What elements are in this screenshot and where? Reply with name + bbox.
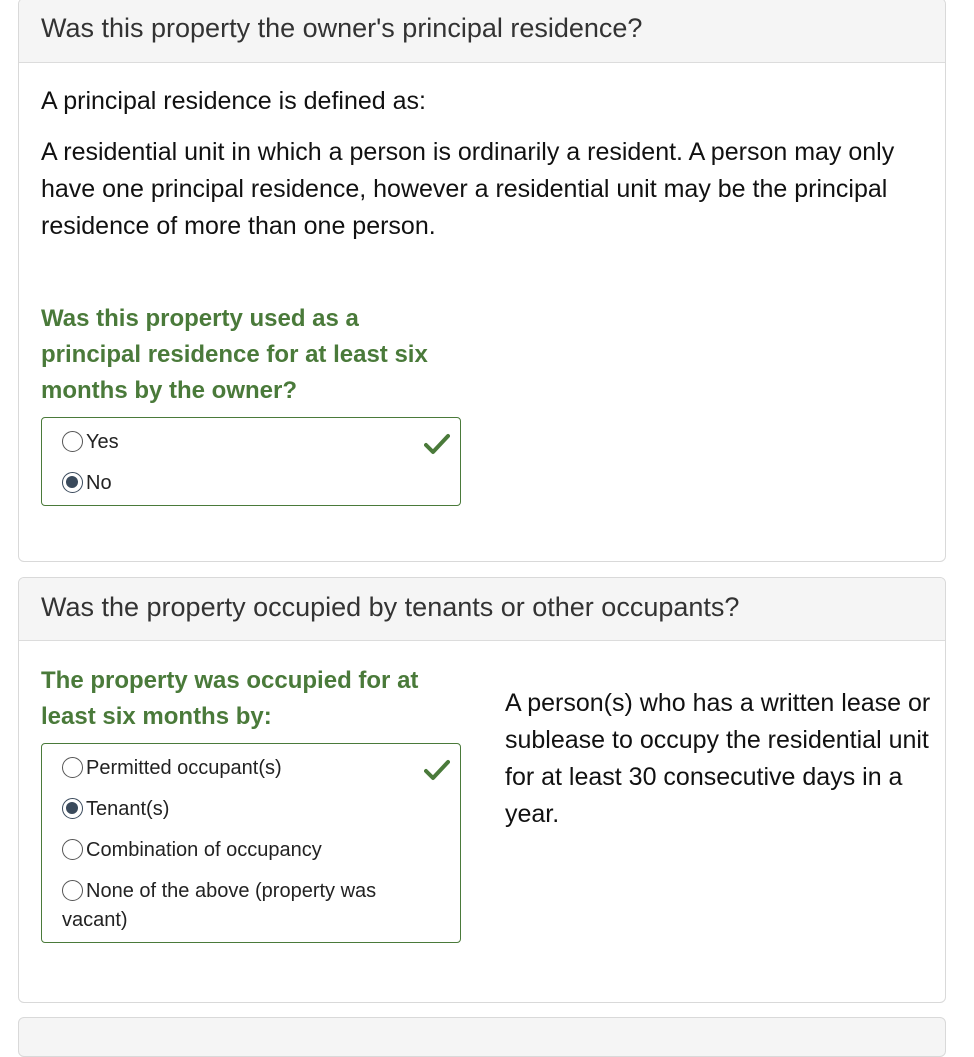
radio-label[interactable]: Permitted occupant(s) [86, 757, 282, 779]
occupancy-card [18, 577, 946, 1003]
radio-button[interactable] [62, 431, 83, 452]
card-header [19, 0, 945, 63]
occupancy-radio-group [41, 743, 461, 943]
radio-option-none[interactable] [62, 877, 402, 935]
radio-label[interactable]: Yes [86, 431, 119, 453]
radio-option-tenants[interactable] [62, 795, 460, 824]
radio-button[interactable] [62, 839, 83, 860]
radio-button-selected[interactable] [62, 798, 83, 819]
principal-residence-radio-group [41, 417, 461, 506]
radio-button[interactable] [62, 880, 83, 901]
radio-label[interactable]: No [86, 472, 112, 494]
section-title: Was this property the owner's principal residence? [41, 13, 643, 43]
radio-option-permitted-occupants[interactable] [62, 754, 460, 783]
definition-intro: A principal residence is defined as: [41, 87, 426, 115]
radio-label[interactable]: Tenant(s) [86, 798, 170, 820]
check-icon [424, 759, 450, 781]
radio-option-no[interactable] [62, 469, 460, 498]
radio-option-yes[interactable] [62, 428, 460, 457]
radio-label[interactable]: Combination of occupancy [86, 839, 322, 861]
question-label: Was this property used as a principal residence for at least six months by the owner? [41, 305, 428, 404]
principal-residence-card [18, 0, 946, 562]
card-body [19, 83, 945, 506]
definition-text: A residential unit in which a person is ordinarily a resident. A person may only have one principal residence, however a residential unit may be the principal residence of more than one person. [41, 138, 895, 240]
card-body [19, 663, 945, 943]
radio-label[interactable]: None of the above (property was vacant) [62, 880, 377, 931]
card-header [19, 578, 945, 641]
radio-button-selected[interactable] [62, 472, 83, 493]
help-text: A person(s) who has a written lease or sublease to occupy the residential unit for at least 30 consecutive days in a year. [505, 689, 931, 828]
next-card [18, 1017, 946, 1057]
radio-button[interactable] [62, 757, 83, 778]
radio-option-combination[interactable] [62, 836, 460, 865]
check-icon [424, 433, 450, 455]
question-label: The property was occupied for at least six months by: [41, 667, 419, 730]
section-title: Was the property occupied by tenants or other occupants? [41, 592, 740, 622]
